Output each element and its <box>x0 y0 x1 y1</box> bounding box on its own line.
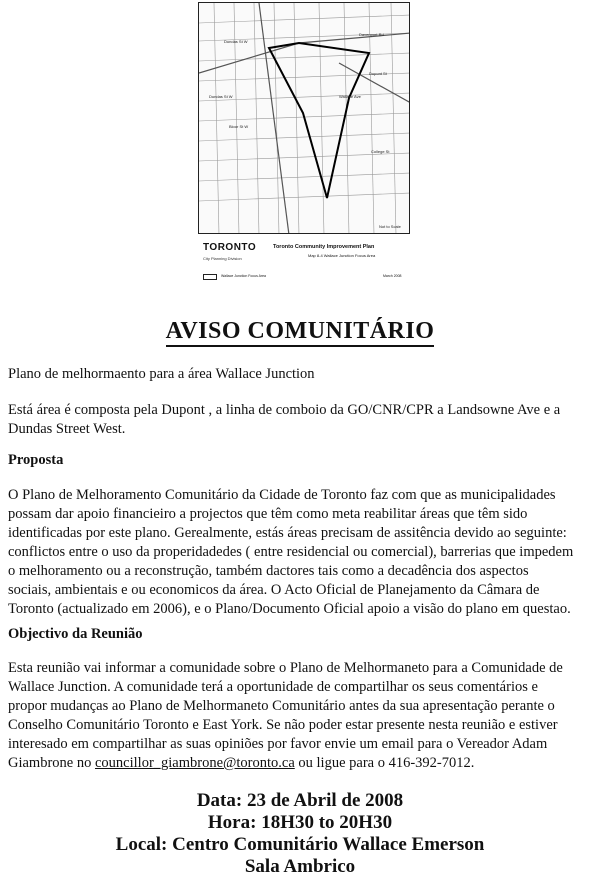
street-map-graphic <box>199 3 410 234</box>
objectivo-line: propor mudanças ao Plano de Melhormaneto Comunitário antes da sua apresentação perante o <box>8 698 555 714</box>
proposta-line: O Plano de Melhoramento Comunitário da Cidade de Toronto faz com que as municipalidades <box>8 487 556 503</box>
svg-text:Dupont St: Dupont St <box>369 71 387 76</box>
svg-text:Bloor St W: Bloor St W <box>229 124 249 129</box>
svg-text:Wallace Ave: Wallace Ave <box>339 94 361 99</box>
proposta-line: identificadas por este plano. Gerealmente, estás áreas precisam de assitência devido ao seguinte: <box>8 525 567 541</box>
map-plan-title: Toronto Community Improvement Plan <box>273 244 375 250</box>
map-division: City Planning Division <box>203 256 242 261</box>
svg-text:Dundas St W: Dundas St W <box>224 39 248 44</box>
map-image <box>198 2 410 234</box>
notice-title: AVISO COMUNITÁRIO <box>0 318 600 345</box>
svg-text:Not to Scale: Not to Scale <box>379 224 401 229</box>
svg-text:Davenport Rd: Davenport Rd <box>359 32 384 37</box>
legend-label: Wallace Junction Focus Area <box>221 274 267 278</box>
area-line-2: Dundas Street West. <box>8 421 126 437</box>
objectivo-heading: Objectivo da Reunião <box>8 626 143 642</box>
map-date: March 2008 <box>383 274 402 278</box>
objectivo-line: interesado em compartilhar as suas opiniões por favor envie um email para o Vereador Adam <box>8 736 548 752</box>
map-plan-subtitle: Map 8-4 Wallace Junction Focus Area <box>308 253 376 258</box>
proposta-line: conflictos entre o uso da properidadedes ( entre residencial ou comercial), barrerias que impedem <box>8 544 574 560</box>
proposta-line: possam dar apoio financieiro a projectos que têm como meta reabilitar áreas que têm sido <box>8 506 528 522</box>
proposta-line: o melhoramento ou a reconstrução, também dactores tais como a decadência dos aspectos <box>8 563 529 579</box>
meeting-date: Data: 23 de Abril de 2008 <box>196 790 404 811</box>
meeting-location: Local: Centro Comunitário Wallace Emerson <box>115 834 485 855</box>
objectivo-line: Conselho Comunitário Toronto e East York. Se não poder estar presente nesta reunião e estiver <box>8 717 558 733</box>
objectivo-last-line: Giambrone no councillor_giambrone@toronto.ca ou ligue para o 416-392-7012. <box>8 755 475 771</box>
meeting-room: Sala Ambrico <box>244 856 356 877</box>
proposta-line: Toronto (actualizado em 2006), e o Plano/Documento Oficial apoio a visão do plano em questao. <box>8 601 571 617</box>
proposta-heading: Proposta <box>8 452 64 468</box>
intro-text: Plano de melhormaento para a área Wallace Junction <box>8 366 315 382</box>
focus-area-map <box>198 2 410 286</box>
meeting-time: Hora: 18H30 to 20H30 <box>207 812 393 833</box>
svg-text:Dundas St W: Dundas St W <box>209 94 233 99</box>
proposta-line: sociais, ambientais e ou economicos da área. O Acto Oficial de Planejamento da Câmara de <box>8 582 540 598</box>
councillor-email-link[interactable]: councillor_giambrone@toronto.ca <box>94 755 295 771</box>
objectivo-line: Esta reunião vai informar a comunidade sobre o Plano de Melhormaneto para a Comunidade de <box>8 660 563 676</box>
map-legend <box>198 236 410 286</box>
toronto-logo: TORONTO <box>203 242 257 253</box>
objectivo-line: Wallace Junction. A comunidade terá a oportunidade de compartilhar os seus comentários e <box>8 679 538 695</box>
area-line-1: Está área é composta pela Dupont , a linha de comboio da GO/CNR/CPR a Landsowne Ave e a <box>8 402 561 418</box>
svg-text:College St: College St <box>371 149 390 154</box>
legend-swatch <box>203 274 217 280</box>
